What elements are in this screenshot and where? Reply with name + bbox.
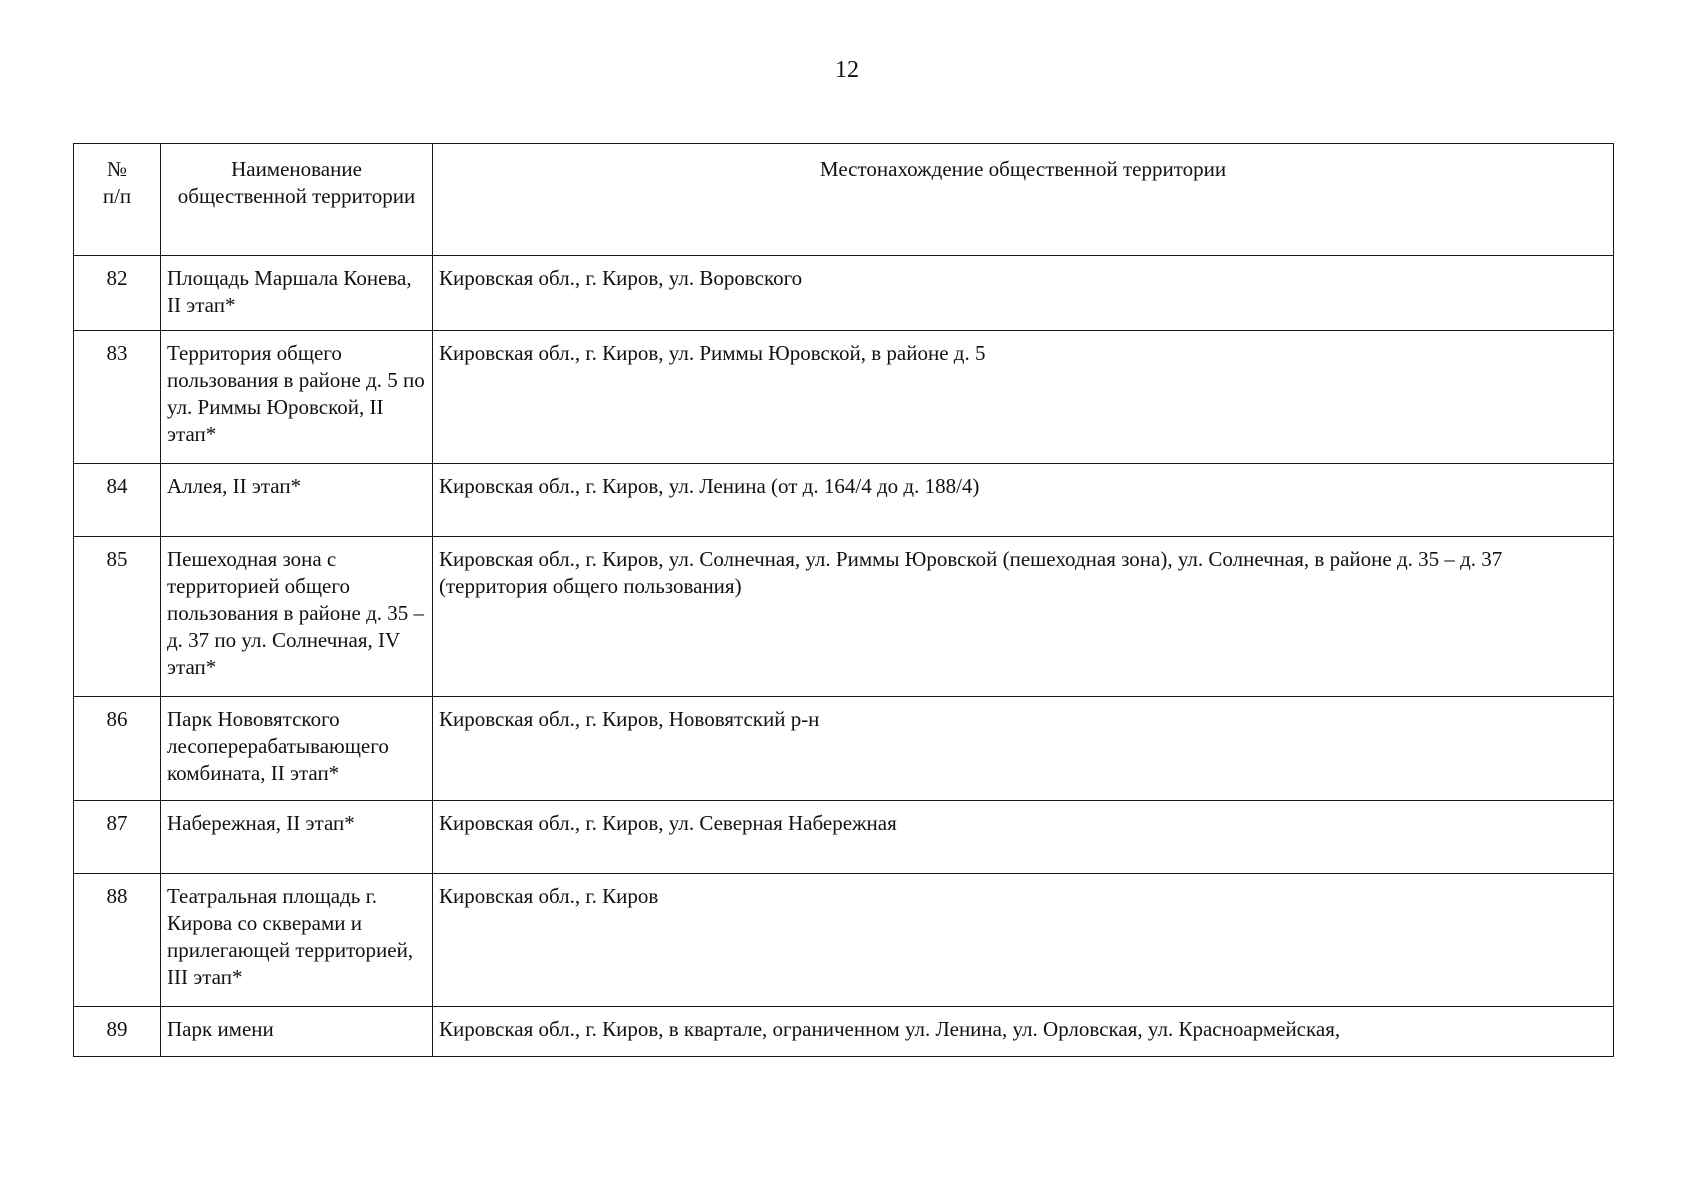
row-name: Площадь Маршала Конева, II этап*	[161, 256, 433, 331]
table-row	[74, 537, 1614, 697]
row-name: Парк имени	[161, 1007, 433, 1057]
table-row	[74, 874, 1614, 1007]
row-number: 84	[74, 464, 161, 537]
table-row	[74, 331, 1614, 464]
row-number: 88	[74, 874, 161, 1007]
table-row	[74, 1007, 1614, 1057]
row-location: Кировская обл., г. Киров	[433, 874, 1614, 1007]
header-name: Наименование общественной территории	[161, 144, 433, 256]
row-number: 86	[74, 697, 161, 801]
row-location: Кировская обл., г. Киров, ул. Северная Набережная	[433, 801, 1614, 874]
row-location: Кировская обл., г. Киров, ул. Солнечная, ул. Риммы Юровской (пешеходная зона), ул. Солнечная, в районе д. 35 – д. 37 (территория общего пользования)	[433, 537, 1614, 697]
territories-table	[73, 143, 1614, 1057]
row-number: 89	[74, 1007, 161, 1057]
row-number: 85	[74, 537, 161, 697]
table-row	[74, 256, 1614, 331]
table-row	[74, 801, 1614, 874]
header-location: Местонахождение общественной территории	[433, 144, 1614, 256]
table-row	[74, 464, 1614, 537]
row-name: Театральная площадь г. Кирова со скверами и прилегающей территорией, III этап*	[161, 874, 433, 1007]
table-row	[74, 697, 1614, 801]
row-number: 87	[74, 801, 161, 874]
row-name: Аллея, II этап*	[161, 464, 433, 537]
header-number: № п/п	[74, 144, 161, 256]
row-number: 82	[74, 256, 161, 331]
row-name: Парк Нововятского лесоперерабатывающего комбината, II этап*	[161, 697, 433, 801]
row-location: Кировская обл., г. Киров, ул. Ленина (от д. 164/4 до д. 188/4)	[433, 464, 1614, 537]
row-number: 83	[74, 331, 161, 464]
table-header-row	[74, 144, 1614, 256]
row-location: Кировская обл., г. Киров, ул. Воровского	[433, 256, 1614, 331]
row-name: Территория общего пользования в районе д. 5 по ул. Риммы Юровской, II этап*	[161, 331, 433, 464]
row-location: Кировская обл., г. Киров, в квартале, ограниченном ул. Ленина, ул. Орловская, ул. Красноармейская,	[433, 1007, 1614, 1057]
row-location: Кировская обл., г. Киров, ул. Риммы Юровской, в районе д. 5	[433, 331, 1614, 464]
row-name: Набережная, II этап*	[161, 801, 433, 874]
row-name: Пешеходная зона с территорией общего пользования в районе д. 35 – д. 37 по ул. Солнечная, IV этап*	[161, 537, 433, 697]
page-number: 12	[835, 57, 859, 83]
row-location: Кировская обл., г. Киров, Нововятский р-н	[433, 697, 1614, 801]
